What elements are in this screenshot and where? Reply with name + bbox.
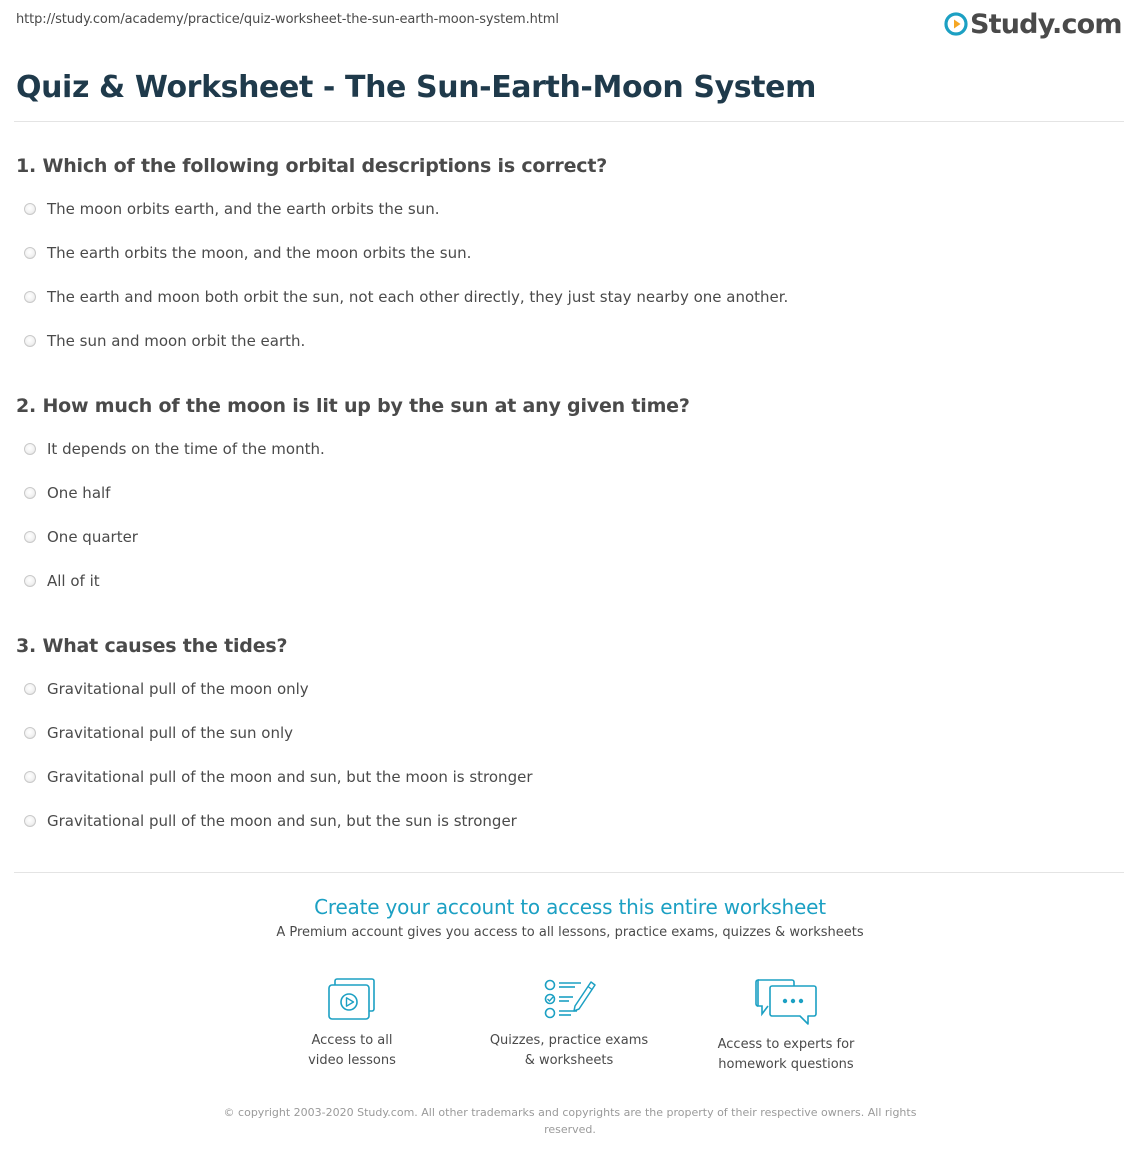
answer-option[interactable] (16, 768, 533, 786)
feature-label (686, 1035, 886, 1075)
answer-label: All of it (47, 572, 100, 590)
copyright-line: © copyright 2003-2020 Study.com. All other trademarks and copyrights are the property of their respective owners. All rights (223, 1106, 917, 1119)
copyright (210, 1104, 930, 1138)
study-logo[interactable] (944, 6, 1122, 42)
cta-subtitle: A Premium account gives you access to all lessons, practice exams, quizzes & worksheets (276, 925, 864, 940)
answer-option[interactable] (16, 200, 440, 218)
answer-option[interactable] (16, 812, 517, 830)
answer-label: One half (47, 484, 111, 502)
feature-label-line: Quizzes, practice exams (489, 1033, 649, 1048)
answer-option[interactable] (16, 332, 305, 350)
answer-option[interactable] (16, 572, 100, 590)
feature-label-line: Access to all (311, 1033, 393, 1048)
page-title: Quiz & Worksheet - The Sun-Earth-Moon System (16, 70, 816, 105)
question-title: 3. What causes the tides? (16, 635, 288, 657)
answer-label: The earth and moon both orbit the sun, not each other directly, they just stay nearby one another. (47, 288, 789, 306)
answer-label: Gravitational pull of the moon only (47, 680, 309, 698)
answer-label: The sun and moon orbit the earth. (47, 332, 306, 350)
radio-button[interactable] (24, 291, 36, 303)
cta-create-account-link[interactable]: Create your account to access this entire worksheet (314, 895, 826, 919)
footer-divider (14, 872, 1124, 873)
radio-button[interactable] (24, 203, 36, 215)
play-circle-logo-icon (944, 12, 968, 36)
feature-video-lessons (252, 976, 452, 1071)
answer-option[interactable] (16, 288, 788, 306)
answer-option[interactable] (16, 528, 138, 546)
answer-option[interactable] (16, 724, 293, 742)
copyright-line: reserved. (544, 1123, 596, 1136)
page-url: http://study.com/academy/practice/quiz-worksheet-the-sun-earth-moon-system.html (16, 12, 559, 27)
feature-label (469, 1031, 669, 1071)
radio-button[interactable] (24, 727, 36, 739)
answer-label: Gravitational pull of the moon and sun, but the moon is stronger (47, 768, 533, 786)
feature-label-line: video lessons (308, 1053, 396, 1068)
video-lessons-icon (326, 976, 378, 1022)
feature-label-line: Access to experts for (717, 1037, 855, 1052)
chat-bubbles-icon (754, 976, 818, 1026)
answer-option[interactable] (16, 484, 110, 502)
answer-option[interactable] (16, 244, 471, 262)
quiz-checklist-icon (541, 976, 597, 1022)
logo-text: Study.com (970, 8, 1122, 40)
header-divider (14, 121, 1124, 122)
question-title: 2. How much of the moon is lit up by the sun at any given time? (16, 395, 690, 417)
feature-label (252, 1031, 452, 1071)
radio-button[interactable] (24, 247, 36, 259)
answer-label: Gravitational pull of the sun only (47, 724, 294, 742)
feature-label-line: & worksheets (524, 1053, 614, 1068)
answer-label: Gravitational pull of the moon and sun, but the sun is stronger (47, 812, 517, 830)
question-1 (16, 155, 1116, 350)
radio-button[interactable] (24, 575, 36, 587)
radio-button[interactable] (24, 335, 36, 347)
feature-experts (686, 976, 886, 1075)
answer-label: It depends on the time of the month. (47, 440, 325, 458)
answer-label: The moon orbits earth, and the earth orbits the sun. (47, 200, 440, 218)
answer-label: One quarter (47, 528, 138, 546)
feature-label-line: homework questions (718, 1057, 854, 1072)
radio-button[interactable] (24, 443, 36, 455)
radio-button[interactable] (24, 487, 36, 499)
radio-button[interactable] (24, 531, 36, 543)
feature-quizzes (469, 976, 669, 1071)
answer-option[interactable] (16, 440, 325, 458)
question-2 (16, 395, 1116, 590)
question-3 (16, 635, 1116, 830)
radio-button[interactable] (24, 815, 36, 827)
radio-button[interactable] (24, 683, 36, 695)
answer-label: The earth orbits the moon, and the moon orbits the sun. (47, 244, 472, 262)
radio-button[interactable] (24, 771, 36, 783)
question-title: 1. Which of the following orbital descriptions is correct? (16, 155, 608, 177)
answer-option[interactable] (16, 680, 309, 698)
